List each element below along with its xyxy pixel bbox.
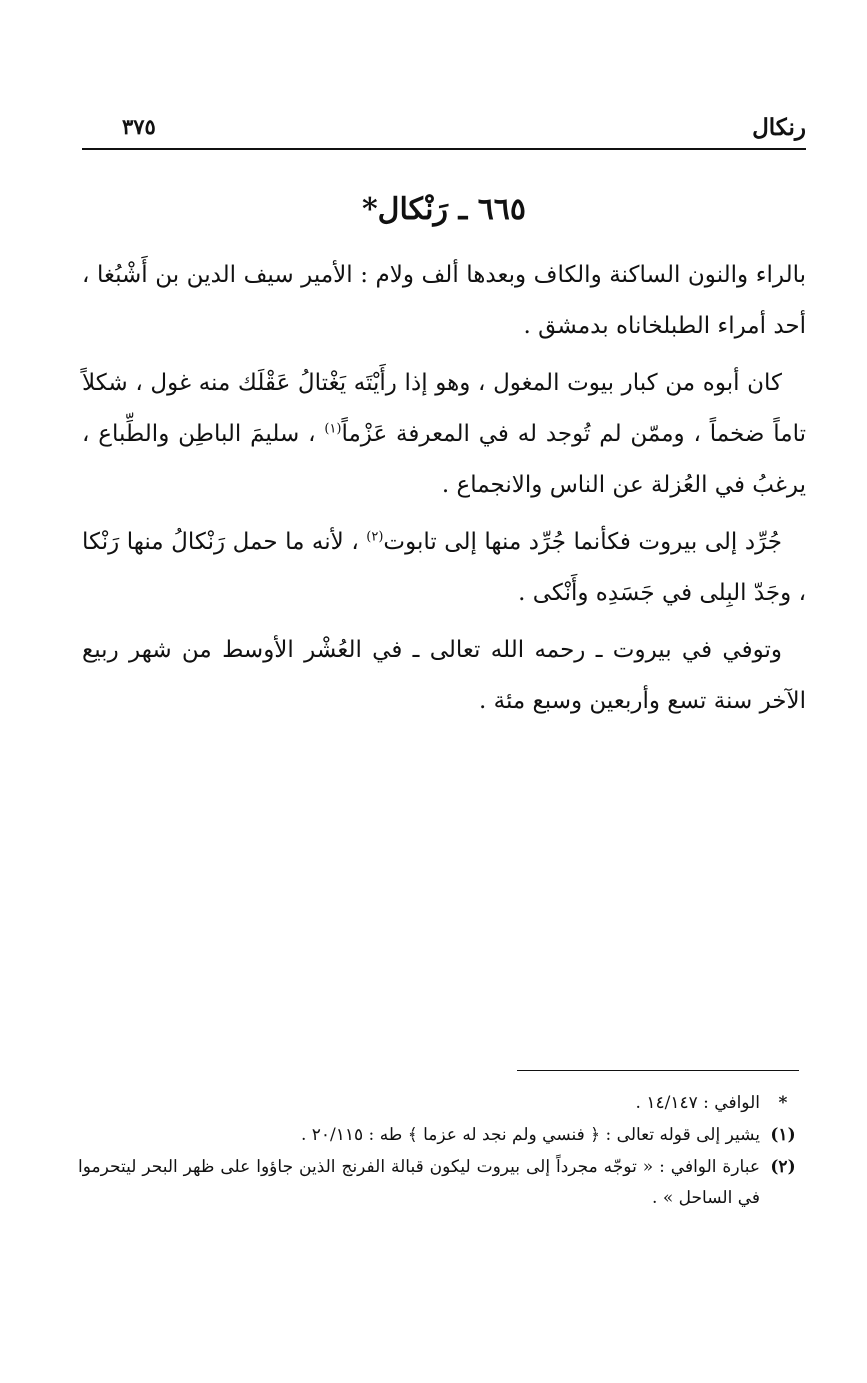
- paragraph-3-text-before: جُرِّد إلى بيروت فكأنما جُرِّد منها إلى تابوت: [383, 529, 782, 555]
- footnote-mark: (٢): [770, 1157, 796, 1177]
- footnote-ref-1: (١): [324, 421, 342, 437]
- footnote-text: الوافي : ١٤/١٤٧ .: [635, 1093, 760, 1113]
- page-number: ٣٧٥: [122, 114, 156, 139]
- footnote-text: يشير إلى قوله تعالى : ﴿ فنسي ولم نجد له عزما ﴾ طه : ٢٠/١١٥ .: [300, 1125, 760, 1145]
- running-title: رنكال: [752, 114, 806, 141]
- footnote-rule: [517, 1070, 799, 1071]
- paragraph-3-text-after: ، لأنه ما حمل رَنْكالُ منها رَنْكا ، وجَدّ البِلى في جَسَدِه وأَنْكى .: [82, 529, 806, 606]
- running-header: [82, 108, 806, 148]
- entry-title: ٦٦٥ ـ رَنْكال*: [361, 192, 527, 227]
- footnote-1: [78, 1120, 806, 1151]
- entry-body: [82, 250, 806, 733]
- footnote-mark: (١): [770, 1125, 796, 1145]
- paragraph-3: [82, 517, 806, 619]
- footnote-mark: *: [778, 1093, 788, 1113]
- header-rule: [82, 148, 806, 150]
- footnote-text: عبارة الوافي : « توجّه مجرداً إلى بيروت ليكون قبالة الفرنج الذين جاؤوا على ظهر البحر ليتحرموا في الساحل » .: [78, 1157, 760, 1208]
- paragraph-2-text-after: ، سليمَ الباطِن والطِّباع ، يرغبُ في العُزلة عن الناس والانجماع .: [82, 421, 806, 498]
- footnote-source: [78, 1088, 806, 1119]
- footnote-ref-2: (٢): [366, 529, 384, 545]
- paragraph-2-text-before: كان أبوه من كبار بيوت المغول ، وهو إذا رأَيْتَه يَغْتالُ عَقْلَك منه غول ، شكلاً تاماً ضخماً ، وممّن لم تُوجد له في المعرفة عَزْماً: [82, 370, 806, 447]
- paragraph-1: بالراء والنون الساكنة والكاف وبعدها ألف ولام : الأمير سيف الدين بن أَشْبُغا ، أحد أمراء الطبلخاناه بدمشق .: [82, 262, 806, 339]
- paragraph-4: وتوفي في بيروت ـ رحمه الله تعالى ـ في العُشْر الأوسط من شهر ربيع الآخر سنة تسع وأربعين وسبع مئة .: [82, 637, 806, 714]
- paragraph-2: [82, 358, 806, 511]
- footnote-2: [78, 1152, 806, 1214]
- footnotes: [78, 1088, 806, 1215]
